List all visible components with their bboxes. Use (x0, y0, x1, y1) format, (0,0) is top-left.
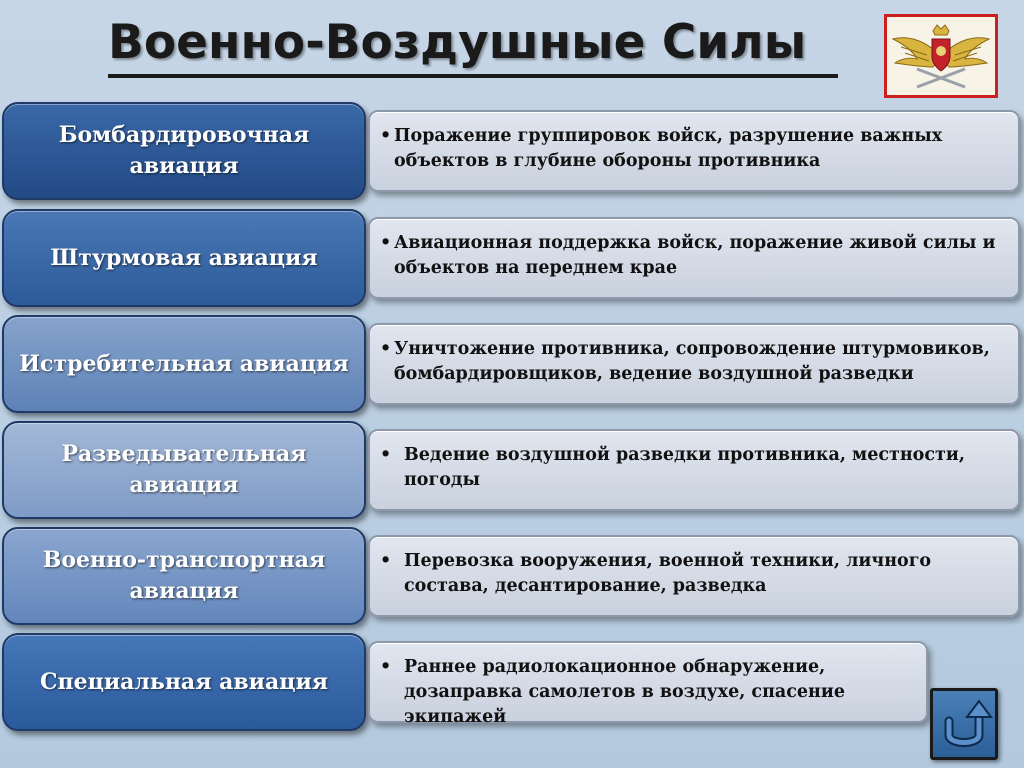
page-title: Военно-Воздушные Силы (108, 14, 838, 78)
aviation-type-label: Бомбардировочная авиация (58, 122, 310, 179)
aviation-description-box (368, 429, 1020, 511)
aviation-description-box (368, 217, 1020, 299)
bullet-marker: • (380, 339, 392, 359)
aviation-description: Раннее радиолокационное обнаружение, дозаправка самолетов в воздухе, спасение экипажей (404, 657, 845, 727)
return-arrow-icon (933, 691, 995, 757)
aviation-type-box[interactable] (2, 633, 366, 731)
aviation-description: Авиационная поддержка войск, поражение живой силы и объектов на переднем крае (394, 233, 996, 278)
bullet-marker: • (380, 551, 392, 571)
aviation-description-box (368, 110, 1020, 192)
return-button[interactable] (930, 688, 998, 760)
aviation-type-box[interactable] (2, 315, 366, 413)
aviation-description: Поражение группировок войск, разрушение важных объектов в глубине обороны противника (394, 126, 943, 171)
aviation-description: Ведение воздушной разведки противника, местности, погоды (404, 445, 965, 490)
aviation-type-box[interactable] (2, 421, 366, 519)
aviation-type-label: Специальная авиация (39, 668, 329, 695)
aviation-type-label: Штурмовая авиация (50, 244, 318, 271)
bullet-marker: • (380, 657, 392, 677)
bullet-marker: • (380, 445, 392, 465)
aviation-type-box[interactable] (2, 209, 366, 307)
aviation-type-label: Военно-транспортная авиация (42, 547, 326, 604)
aviation-description-box (368, 641, 928, 727)
aviation-description: Уничтожение противника, сопровождение штурмовиков, бомбардировщиков, ведение воздушной разведки (394, 339, 990, 384)
aviation-description: Перевозка вооружения, военной техники, личного состава, десантирование, разведка (404, 551, 932, 596)
bullet-marker: • (380, 126, 392, 146)
bullet-marker: • (380, 233, 392, 253)
aviation-description-box (368, 323, 1020, 405)
aviation-type-box[interactable] (2, 527, 366, 625)
aviation-description-box (368, 535, 1020, 617)
aviation-type-box[interactable] (2, 102, 366, 200)
aviation-type-label: Истребительная авиация (19, 350, 349, 377)
aviation-type-label: Разведывательная авиация (61, 441, 307, 498)
air-force-emblem-icon (884, 14, 998, 98)
